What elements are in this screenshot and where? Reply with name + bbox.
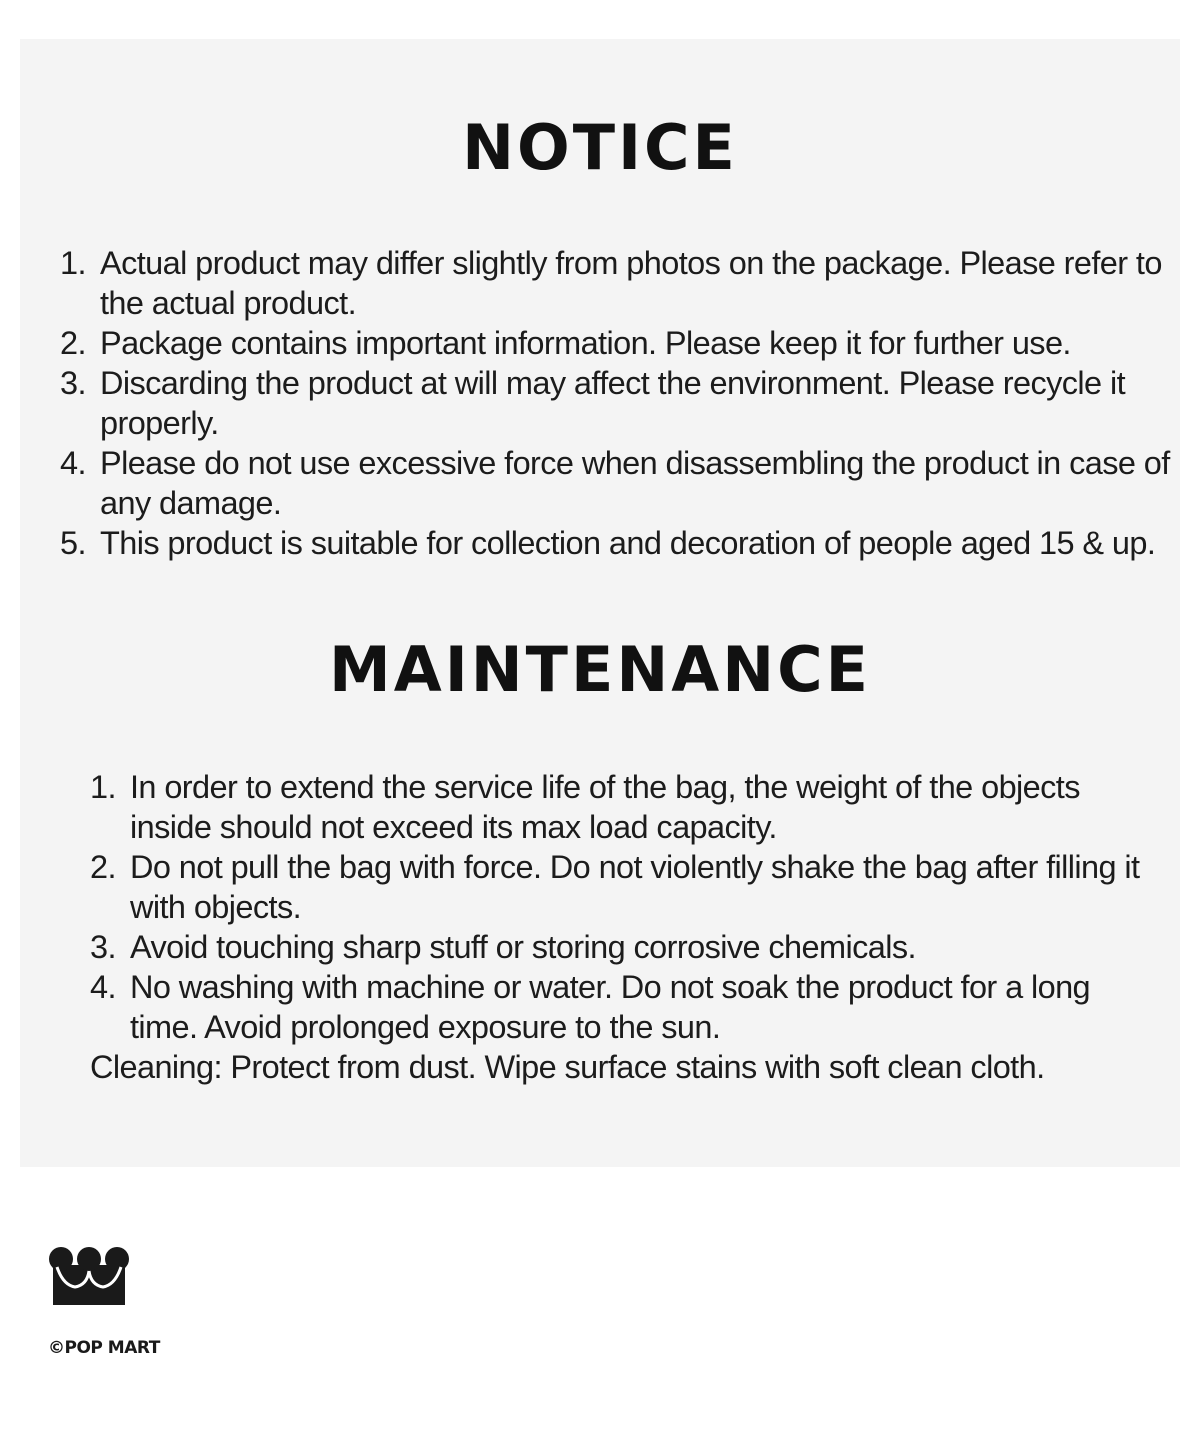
item-text: Package contains important information. Please keep it for further use.	[100, 325, 1071, 361]
item-text: Please do not use excessive force when disassembling the product in case of any damage.	[100, 445, 1170, 521]
item-number: 2.	[60, 325, 86, 361]
item-number: 5.	[60, 525, 86, 561]
item-number: 3.	[60, 365, 86, 401]
item-number: 1.	[90, 769, 116, 805]
list-item	[90, 767, 1150, 847]
item-number: 4.	[60, 445, 86, 481]
copyright-text: ©POP MART	[48, 1338, 160, 1358]
cleaning-note: Cleaning: Protect from dust. Wipe surface stains with soft clean cloth.	[90, 1049, 1045, 1085]
info-panel	[20, 39, 1180, 1167]
list-item	[60, 523, 1170, 563]
item-text: Discarding the product at will may affect the environment. Please recycle it properly.	[100, 365, 1125, 441]
item-text: Do not pull the bag with force. Do not violently shake the bag after filling it with objects.	[130, 849, 1140, 925]
list-item	[60, 443, 1170, 523]
item-text: This product is suitable for collection and decoration of people aged 15 & up.	[100, 525, 1156, 561]
list-item	[90, 967, 1150, 1047]
pop-mart-logo-icon	[47, 1245, 131, 1309]
list-item	[90, 847, 1150, 927]
list-item	[60, 243, 1170, 323]
notice-list	[60, 243, 1170, 563]
item-number: 4.	[90, 969, 116, 1005]
item-text: No washing with machine or water. Do not soak the product for a long time. Avoid prolonged exposure to the sun.	[130, 969, 1091, 1045]
item-number: 3.	[90, 929, 116, 965]
list-item	[90, 927, 1150, 967]
item-text: Avoid touching sharp stuff or storing corrosive chemicals.	[130, 929, 916, 965]
list-item	[60, 323, 1170, 363]
item-number: 2.	[90, 849, 116, 885]
item-text: In order to extend the service life of the bag, the weight of the objects inside should not exceed its max load capacity.	[130, 769, 1080, 845]
list-item	[60, 363, 1170, 443]
maintenance-list	[90, 767, 1150, 1047]
item-text: Actual product may differ slightly from photos on the package. Please refer to the actual product.	[100, 245, 1162, 321]
item-number: 1.	[60, 245, 86, 281]
maintenance-heading: MAINTENANCE	[329, 633, 871, 706]
notice-heading: NOTICE	[462, 111, 738, 184]
